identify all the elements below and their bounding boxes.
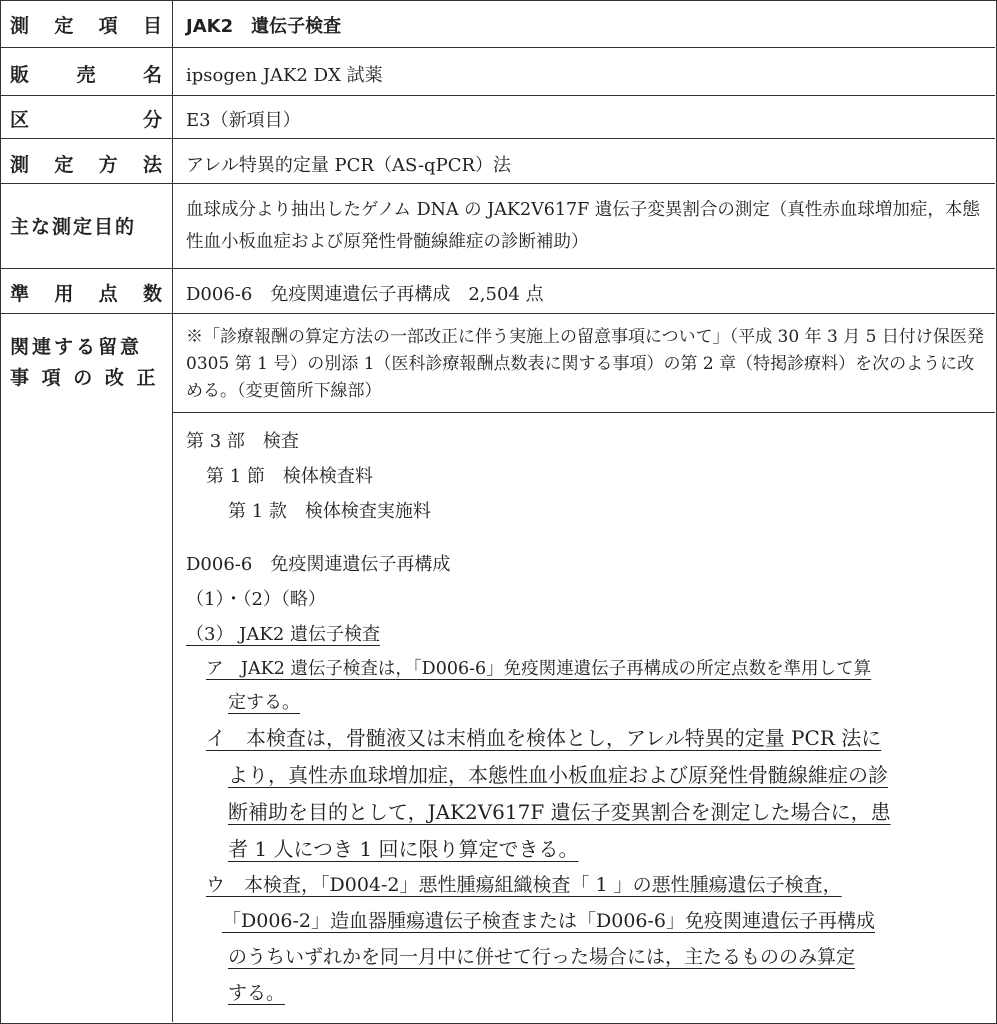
- label-revision-line1: 関連する留意: [10, 336, 143, 358]
- item-u-line: する。: [228, 982, 286, 1004]
- label-char: 方: [98, 154, 118, 176]
- part-heading: 第 3 部 検査: [186, 431, 299, 452]
- value-item: JAK2 遺伝子検査: [186, 16, 342, 37]
- label-revision: [10, 332, 162, 394]
- row-divider: [0, 138, 995, 139]
- label-char: 販: [10, 64, 30, 86]
- code-heading: D006-6 免疫関連遺伝子再構成: [186, 554, 451, 575]
- label-char: 測: [10, 15, 30, 37]
- label-item: [10, 11, 162, 38]
- label-char: 項: [98, 15, 118, 37]
- value-purpose: 血球成分より抽出したゲノム DNA の JAK2V617F 遺伝子変異割合の測定（真性赤血球増加症，本態性血小板血症および原発性骨髄線維症の診断補助）: [186, 200, 980, 252]
- label-char: 目: [142, 15, 162, 37]
- item-i-line: 断補助を目的として，JAK2V617F 遺伝子変異割合を測定した場合に，患: [228, 800, 891, 824]
- label-char: 用: [54, 283, 74, 305]
- item-a-line: 定する。: [228, 692, 300, 713]
- item-a-line: ア JAK2 遺伝子検査は，「D006-6」免疫関連遺伝子再構成の所定点数を準用して算: [206, 659, 872, 679]
- value-method: アレル特異的定量 PCR（AS-qPCR）法: [186, 155, 512, 176]
- value-points: D006-6 免疫関連遺伝子再構成 2,504 点: [186, 284, 544, 305]
- item-u-line: のうちいずれかを同一月中に併せて行った場合には，主たるもののみ算定: [228, 946, 856, 968]
- label-char: 定: [54, 154, 74, 176]
- item-3-title: （3） JAK2 遺伝子検査: [186, 624, 381, 645]
- label-char: 区: [10, 109, 30, 131]
- label-char: 法: [142, 154, 162, 176]
- label-method: [10, 150, 162, 177]
- subsection-heading: 第 1 款 検体検査実施料: [228, 501, 431, 522]
- row-divider: [0, 313, 995, 314]
- row-divider: [0, 47, 995, 48]
- label-char: 準: [10, 283, 30, 305]
- label-purpose: 主な測定目的: [10, 216, 137, 238]
- item-u-line: 「D006-2」造血器腫瘍遺伝子検査または「D006-6」免疫関連遺伝子再構成: [222, 910, 876, 932]
- row-divider: [0, 268, 995, 269]
- omitted-items: （1）・（2）（略）: [186, 589, 326, 610]
- label-points: [10, 279, 162, 306]
- label-char: 測: [10, 154, 30, 176]
- label-revision-line2: 事 項 の 改 正: [10, 367, 159, 389]
- item-i-line: より，真性赤血球増加症，本態性血小板血症および原発性骨髄線維症の診: [228, 763, 888, 787]
- row-divider: [0, 183, 995, 184]
- item-i-line: イ 本検査は，骨髄液又は末梢血を検体とし，アレル特異的定量 PCR 法に: [206, 726, 882, 750]
- row-divider: [173, 412, 995, 413]
- item-i-line: 者 1 人につき 1 回に限り算定できる。: [228, 837, 579, 861]
- label-char: 名: [142, 64, 162, 86]
- revision-note: ※「診療報酬の算定方法の一部改正に伴う実施上の留意事項について」（平成 30 年 3 月 5 日付け保医発 0305 第 1 号）の別添 1（医科診療報酬点数表に関する事項）の第 2 章（特掲診療料）を次のように改める。（変更箇所下線部）: [186, 327, 984, 401]
- row-divider: [0, 95, 995, 96]
- label-char: 分: [142, 109, 162, 131]
- value-product: ipsogen JAK2 DX 試薬: [186, 65, 383, 86]
- label-char: 点: [98, 283, 118, 305]
- column-divider: [172, 0, 173, 1022]
- label-category: [10, 105, 162, 132]
- item-u-line: ウ 本検査，「D004-2」悪性腫瘍組織検査「 1 」の悪性腫瘍遺伝子検査，: [206, 874, 842, 896]
- label-product: [10, 60, 162, 87]
- section-heading: 第 1 節 検体検査料: [206, 466, 373, 487]
- label-char: 売: [76, 64, 96, 86]
- label-char: 定: [54, 15, 74, 37]
- value-category: E3（新項目）: [186, 110, 301, 131]
- label-char: 数: [142, 283, 162, 305]
